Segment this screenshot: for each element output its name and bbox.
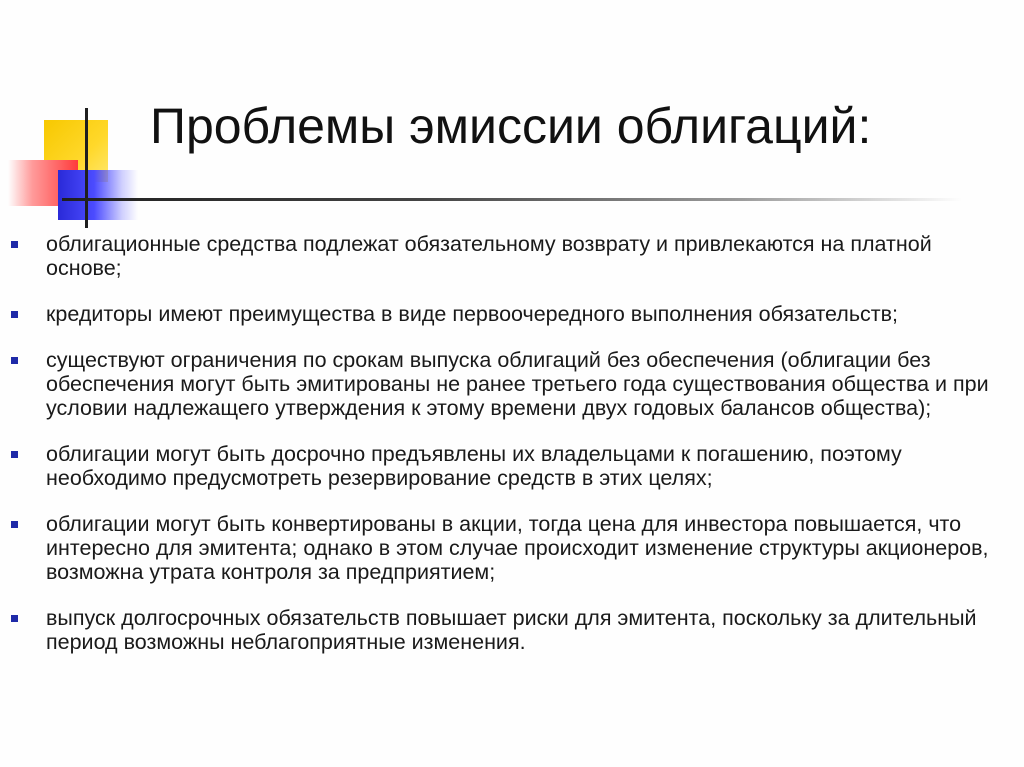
title-underline bbox=[62, 198, 962, 201]
corner-decoration bbox=[0, 0, 160, 230]
list-item bbox=[0, 348, 1024, 420]
list-item bbox=[0, 512, 1024, 584]
bullet-text: облигации могут быть конвертированы в акции, тогда цена для инвестора повышается, что интересно для эмитента; однако в этом случае происходит изменение структуры акционеров, возможна утрата контроля за предприятием; bbox=[46, 512, 989, 584]
vertical-rule bbox=[85, 108, 88, 228]
list-item bbox=[0, 232, 1024, 280]
square-bullet-icon bbox=[11, 615, 18, 622]
bullet-text: облигации могут быть досрочно предъявлены их владельцами к погашению, поэтому необходимо предусмотреть резервирование средств в этих целях; bbox=[46, 442, 902, 490]
square-bullet-icon bbox=[11, 241, 18, 248]
list-item bbox=[0, 606, 1024, 654]
blue-square-decoration bbox=[58, 170, 138, 220]
bullet-list bbox=[0, 232, 1024, 676]
list-item bbox=[0, 302, 1024, 326]
bullet-text: кредиторы имеют преимущества в виде первоочередного выполнения обязательств; bbox=[46, 302, 899, 326]
square-bullet-icon bbox=[11, 311, 18, 318]
bullet-text: выпуск долгосрочных обязательств повышает риски для эмитента, поскольку за длительный период возможны неблагоприятные изменения. bbox=[46, 606, 977, 654]
square-bullet-icon bbox=[11, 357, 18, 364]
bullet-text: облигационные средства подлежат обязательному возврату и привлекаются на платной основе; bbox=[46, 232, 932, 280]
square-bullet-icon bbox=[11, 521, 18, 528]
square-bullet-icon bbox=[11, 451, 18, 458]
bullet-text: существуют ограничения по срокам выпуска облигаций без обеспечения (облигации без обеспечения могут быть эмитированы не ранее третьего года существования общества и при условии надлежащего утверждения к этому времени двух годовых балансов общества); bbox=[46, 348, 989, 420]
list-item bbox=[0, 442, 1024, 490]
slide-title: Проблемы эмиссии облигаций: bbox=[150, 98, 872, 154]
